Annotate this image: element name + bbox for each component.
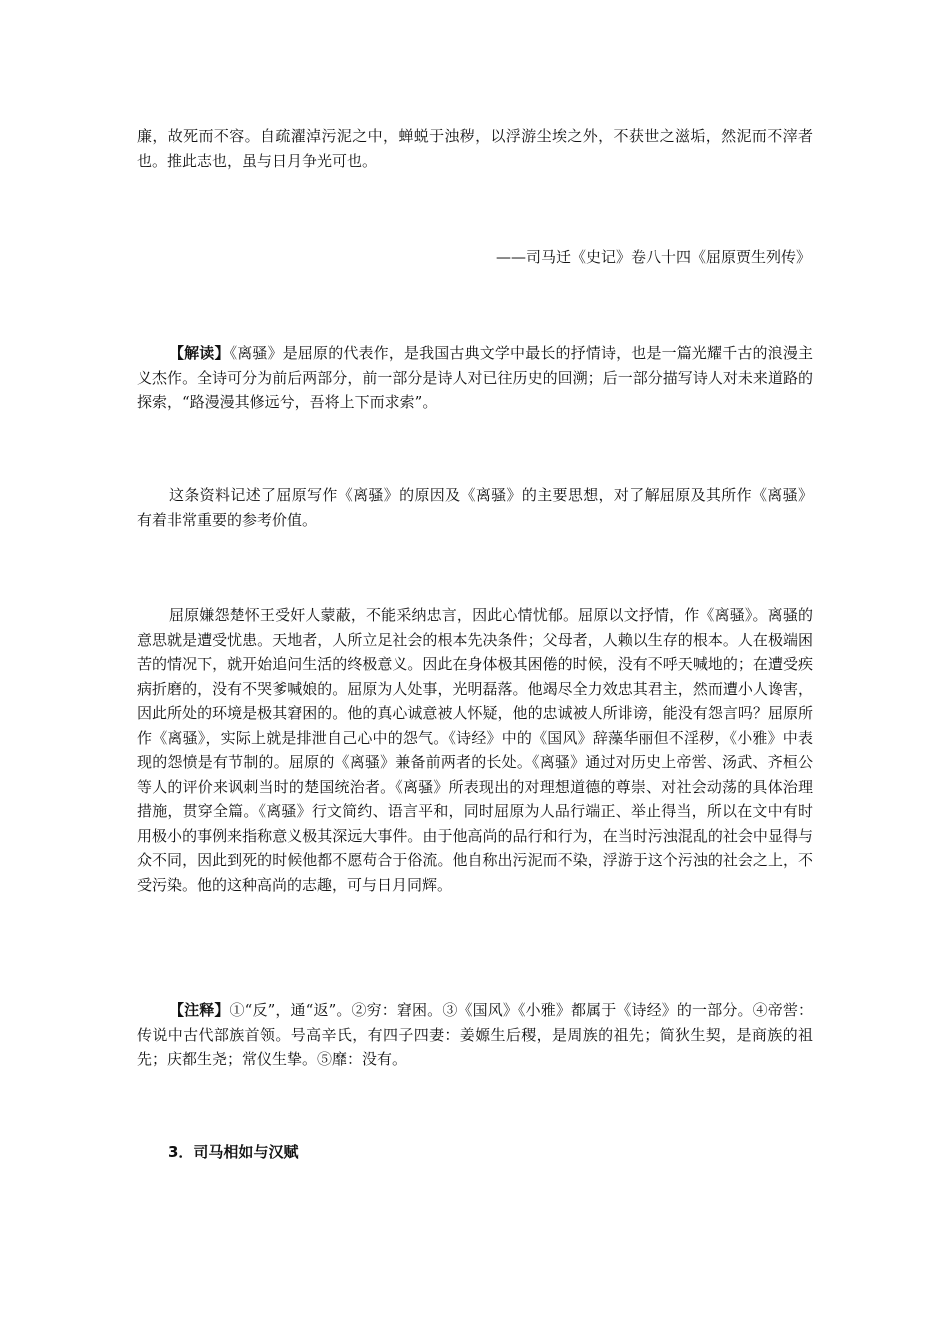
section-heading: 3．司马相如与汉赋	[168, 1143, 299, 1161]
notes-paragraph	[137, 998, 813, 1072]
notes-text: ①“反”，通“返”。②穷：窘困。③《国风》《小雅》都属于《诗经》的一部分。④帝喾：传说中古代部族首领。号高辛氏，有四子四妻：姜嫄生后稷，是周族的祖先；简狄生契，是商族的祖先；庆都生尧；常仪生挚。⑤靡：没有。	[137, 1001, 813, 1068]
quote-text	[137, 124, 813, 173]
interpretation-paragraph	[137, 341, 813, 415]
quote-attribution: ——司马迁《史记》卷八十四《屈原贾生列传》	[495, 248, 811, 266]
interpretation-text: 《离骚》是屈原的代表作，是我国古典文学中最长的抒情诗，也是一篇光耀千古的浪漫主义杰作。全诗可分为前后两部分，前一部分是诗人对已往历史的回溯；后一部分描写诗人对未来道路的探索，“路漫漫其修远兮，吾将上下而求索”。	[137, 344, 813, 411]
notes-label: 【注释】	[169, 1001, 230, 1019]
paragraph-summary: 屈原嫌怨楚怀王受奸人蒙蔽，不能采纳忠言，因此心情忧郁。屈原以文抒情，作《离骚》。离骚的意思就是遭受忧患。天地者，人所立足社会的根本先决条件；父母者，人赖以生存的根本。人在极端困苦的情况下，就开始追问生活的终极意义。因此在身体极其困倦的时候，没有不呼天喊地的；在遭受疾病折磨的，没有不哭爹喊娘的。屈原为人处事，光明磊落。他竭尽全力效忠其君主，然而遭小人谗害，因此所处的环境是极其窘困的。他的真心诚意被人怀疑，他的忠诚被人所诽谤，能没有怨言吗？屈原所作《离骚》，实际上就是排泄自己心中的怨气。《诗经》中的《国风》辞藻华丽但不淫秽，《小雅》中表现的怨愤是有节制的。屈原的《离骚》兼备前两者的长处。《离骚》通过对历史上帝喾、汤武、齐桓公等人的评价来讽刺当时的楚国统治者。《离骚》所表现出的对理想道德的尊崇、对社会动荡的具体治理措施，贯穿全篇。《离骚》行文简约、语言平和，同时屈原为人品行端正、举止得当，所以在文中有时用极小的事例来指称意义极其深远大事件。由于他高尚的品行和行为，在当时污浊混乱的社会中显得与众不同，因此到死的时候他都不愿苟合于俗流。他自称出污泥而不染，浮游于这个污浊的社会之上，不受污染。他的这种高尚的志趣，可与日月同辉。	[137, 606, 813, 894]
quote-body: 廉，故死而不容。自疏濯淖污泥之中，蝉蜕于浊秽，以浮游尘埃之外，不获世之滋垢，然泥而不滓者也。推此志也，虽与日月争光可也。	[137, 127, 813, 170]
paragraph-reference-value: 这条资料记述了屈原写作《离骚》的原因及《离骚》的主要思想，对了解屈原及其所作《离骚》有着非常重要的参考价值。	[137, 486, 813, 529]
interpretation-label: 【解读】	[169, 344, 230, 362]
